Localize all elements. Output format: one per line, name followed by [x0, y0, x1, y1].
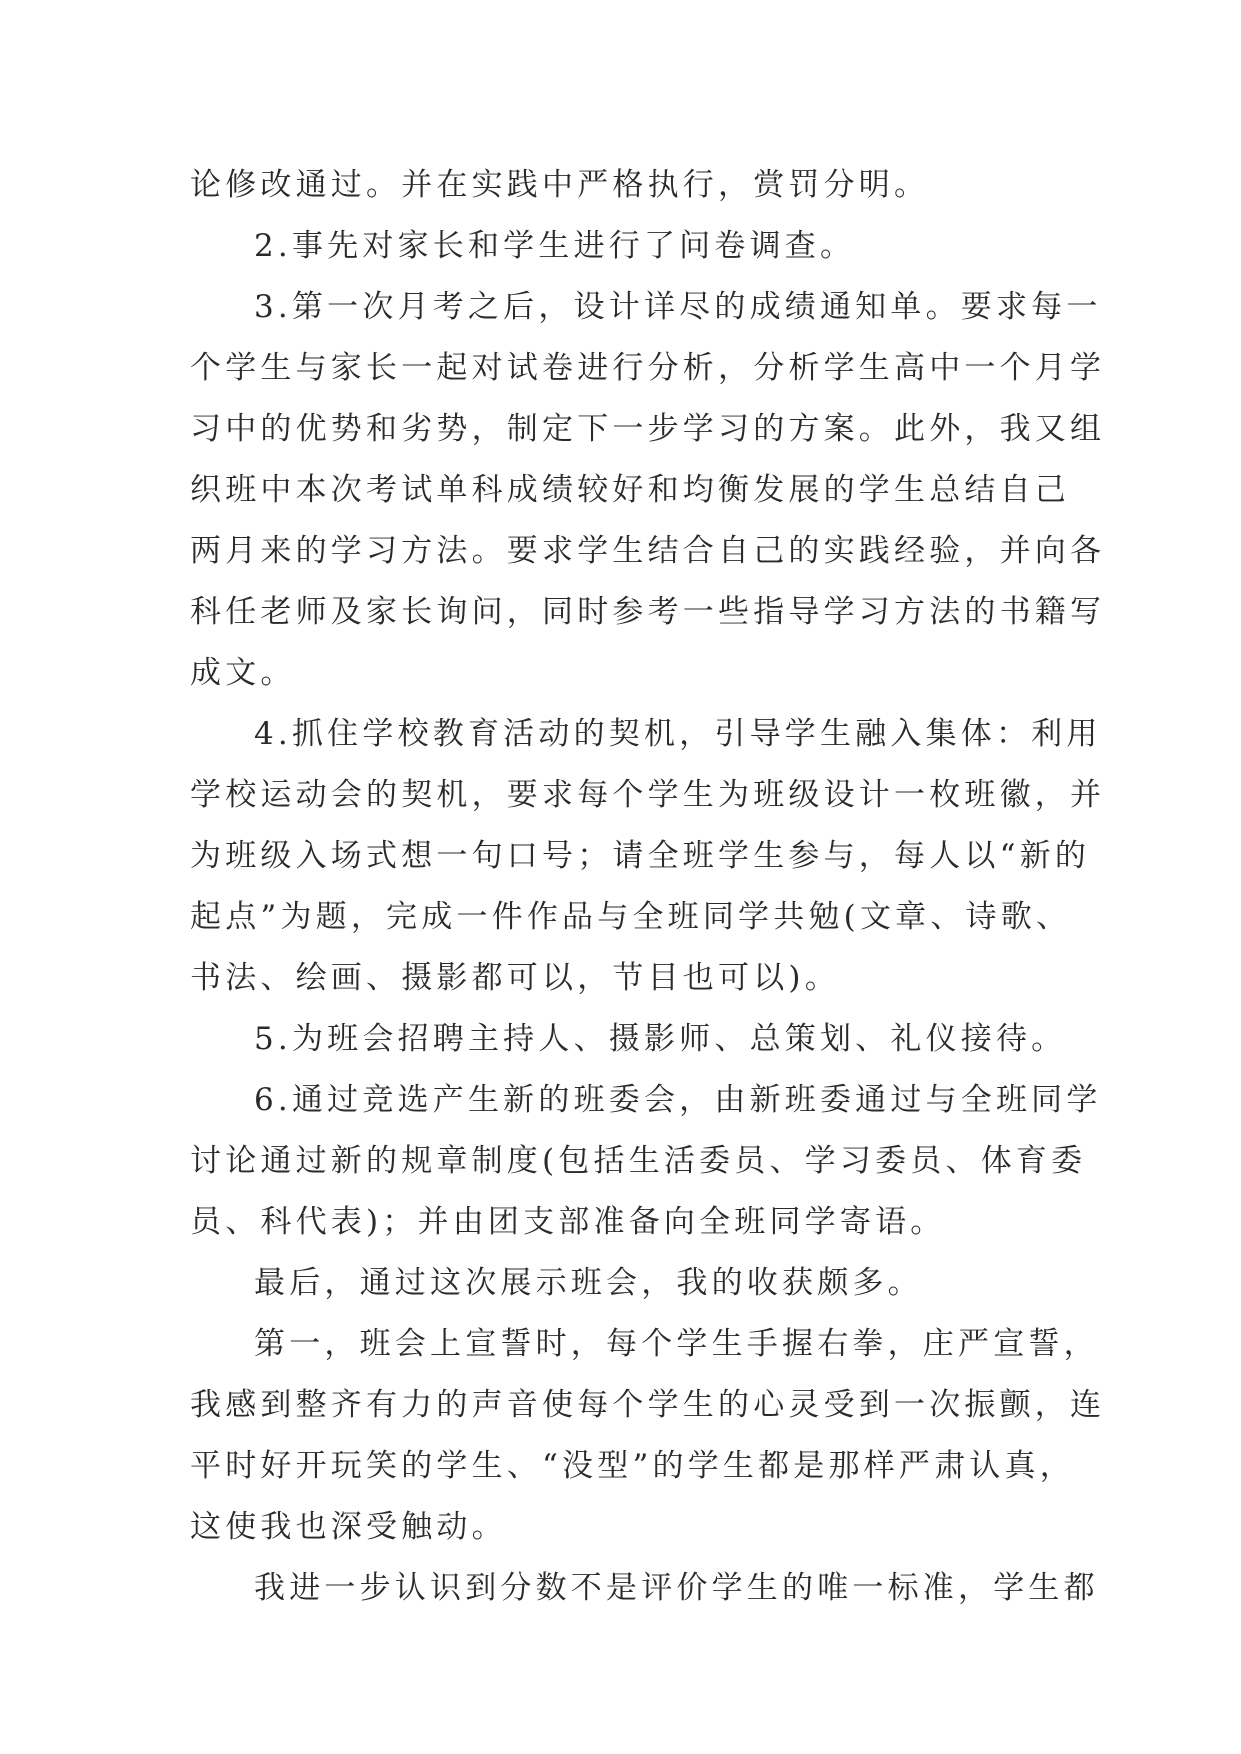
text-line: 科任老师及家长询问，同时参考一些指导学习方法的书籍写	[190, 594, 1106, 630]
text-line: 3.第一次月考之后，设计详尽的成绩通知单。要求每一	[254, 289, 1102, 325]
document-body	[190, 155, 1106, 1619]
text-line: 个学生与家长一起对试卷进行分析，分析学生高中一个月学	[190, 350, 1106, 386]
text-line: 员、科代表)；并由团支部准备向全班同学寄语。	[190, 1204, 946, 1240]
text-line: 学校运动会的契机，要求每个学生为班级设计一枚班徽，并	[190, 777, 1106, 813]
text-line: 两月来的学习方法。要求学生结合自己的实践经验，并向各	[190, 533, 1106, 569]
text-line: 4.抓住学校教育活动的契机，引导学生融入集体：利用	[254, 716, 1102, 752]
text-line: 论修改通过。并在实践中严格执行，赏罚分明。	[190, 167, 930, 203]
text-line: 织班中本次考试单科成绩较好和均衡发展的学生总结自己	[190, 472, 1070, 508]
text-line: 我感到整齐有力的声音使每个学生的心灵受到一次振颤，连	[190, 1387, 1106, 1423]
text-line: 第一，班会上宣誓时，每个学生手握右拳，庄严宣誓，	[254, 1326, 1099, 1362]
text-line: 成文。	[190, 655, 296, 691]
text-line: 我进一步认识到分数不是评价学生的唯一标准，学生都	[254, 1570, 1099, 1606]
text-line: 最后，通过这次展示班会，我的收获颇多。	[254, 1265, 923, 1301]
text-line: 这使我也深受触动。	[190, 1509, 507, 1545]
text-line: 习中的优势和劣势，制定下一步学习的方案。此外，我又组	[190, 411, 1106, 447]
text-line: 起点”为题，完成一件作品与全班同学共勉(文章、诗歌、	[190, 899, 1072, 935]
text-line: 平时好开玩笑的学生、“没型”的学生都是那样严肃认真，	[190, 1448, 1075, 1484]
text-line: 书法、绘画、摄影都可以，节目也可以)。	[190, 960, 840, 996]
text-line: 5.为班会招聘主持人、摄影师、总策划、礼仪接待。	[254, 1021, 1067, 1057]
text-line: 讨论通过新的规章制度(包括生活委员、学习委员、体育委	[190, 1143, 1087, 1179]
text-line: 6.通过竞选产生新的班委会，由新班委通过与全班同学	[254, 1082, 1102, 1118]
text-line: 为班级入场式想一句口号；请全班学生参与，每人以“新的	[190, 838, 1091, 874]
text-line: 2.事先对家长和学生进行了问卷调查。	[254, 228, 856, 264]
